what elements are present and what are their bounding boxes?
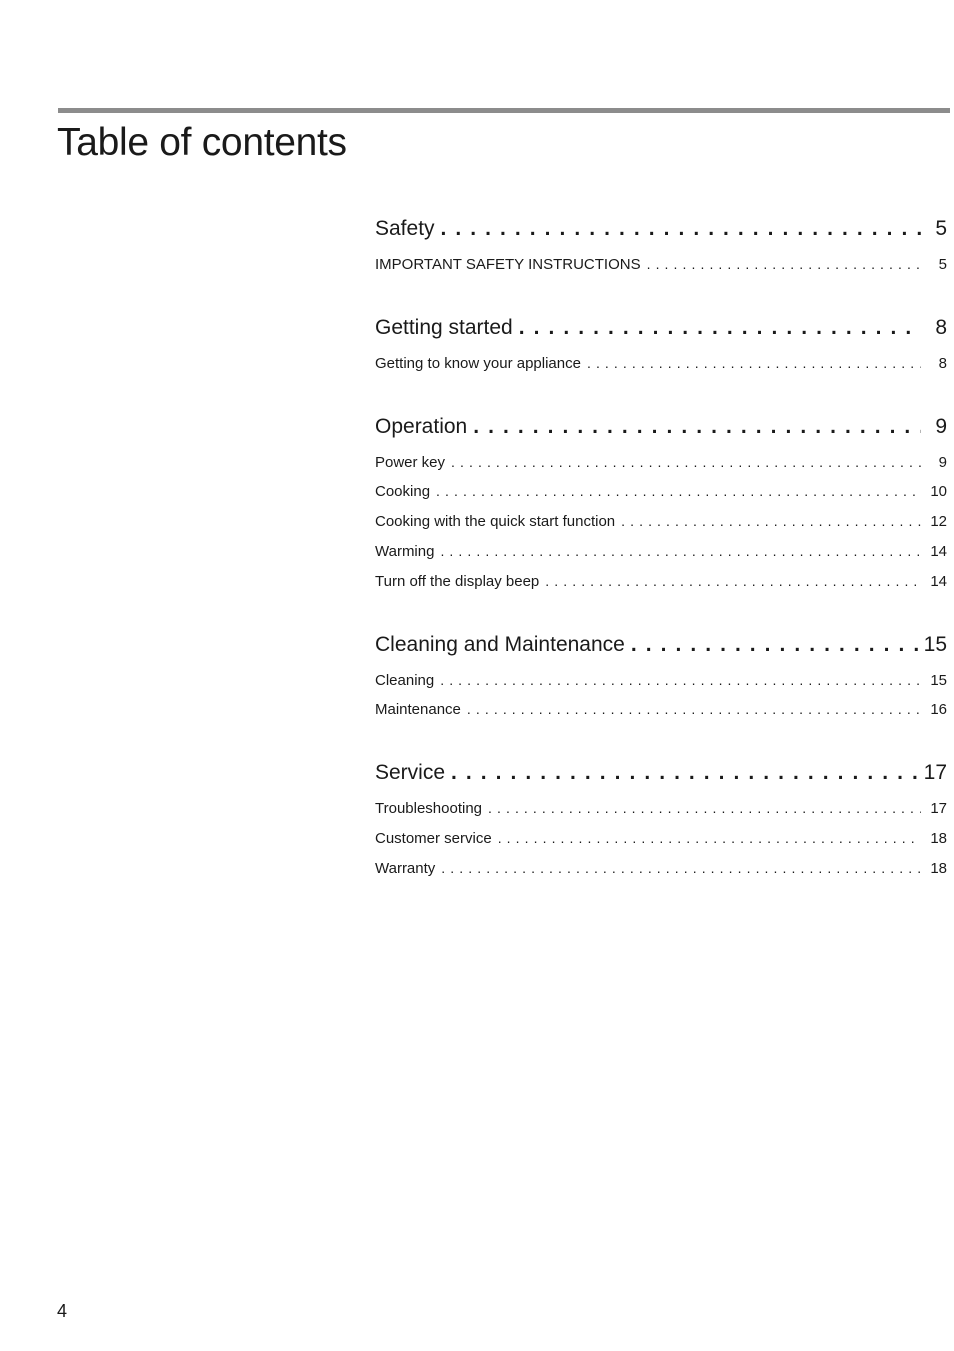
- toc-entry-page: 8: [938, 354, 947, 372]
- toc-leader-dots: [587, 348, 921, 378]
- toc-entry[interactable]: [375, 447, 947, 477]
- toc-heading-label: Getting started: [375, 315, 513, 339]
- title-rule: [58, 108, 950, 113]
- toc-leader-dots: [519, 311, 921, 345]
- page-title: Table of contents: [57, 121, 347, 164]
- toc-entry-label: Cooking: [375, 483, 431, 501]
- toc-entry[interactable]: [375, 665, 947, 695]
- toc-heading-page: 8: [935, 315, 947, 339]
- toc-entry[interactable]: [375, 793, 947, 823]
- toc-leader-dots: [488, 793, 921, 823]
- toc-heading-label: Operation: [375, 414, 468, 438]
- toc-leader-dots: [621, 506, 921, 536]
- toc-entry-page: 10: [930, 483, 947, 501]
- toc-section-getting-started: [375, 311, 947, 378]
- toc-leader-dots: [436, 476, 921, 506]
- toc-heading[interactable]: [375, 212, 947, 246]
- toc-entry-page: 14: [930, 542, 947, 560]
- toc-leader-dots: [440, 536, 921, 566]
- toc-entry-page: 18: [930, 859, 947, 877]
- toc-heading-label: Cleaning and Maintenance: [375, 632, 625, 656]
- toc-heading-label: Service: [375, 761, 446, 785]
- toc-entry[interactable]: [375, 566, 947, 596]
- toc-leader-dots: [473, 410, 921, 444]
- toc-entry-page: 16: [930, 701, 947, 719]
- toc-heading[interactable]: [375, 311, 947, 345]
- toc-entry-label: IMPORTANT SAFETY INSTRUCTIONS: [375, 256, 641, 273]
- toc-heading[interactable]: [375, 410, 947, 444]
- toc-entry[interactable]: [375, 348, 947, 378]
- table-of-contents: [375, 212, 947, 883]
- toc-leader-dots: [545, 566, 921, 596]
- toc-entry[interactable]: [375, 476, 947, 506]
- toc-entry[interactable]: [375, 506, 947, 536]
- toc-entry-page: 12: [930, 513, 947, 531]
- toc-entry-label: Cooking with the quick start function: [375, 513, 616, 531]
- toc-entry[interactable]: [375, 536, 947, 566]
- toc-entry[interactable]: [375, 823, 947, 853]
- toc-entry-page: 18: [930, 829, 947, 847]
- toc-leader-dots: [441, 853, 921, 883]
- toc-entry-label: Warranty: [375, 859, 436, 877]
- toc-entry-page: 17: [930, 800, 947, 818]
- toc-leader-dots: [467, 694, 921, 724]
- toc-entry-label: Getting to know your appliance: [375, 354, 581, 372]
- toc-section-cleaning-maintenance: [375, 628, 947, 725]
- toc-entry-label: Cleaning: [375, 671, 435, 689]
- toc-leader-dots: [498, 823, 921, 853]
- toc-leader-dots: [440, 665, 921, 695]
- toc-section-service: [375, 756, 947, 882]
- toc-heading-page: 9: [935, 414, 947, 438]
- toc-entry-label: Warming: [375, 542, 435, 560]
- toc-entry-page: 15: [930, 671, 947, 689]
- toc-leader-dots: [631, 628, 920, 662]
- toc-entry-page: 5: [938, 256, 947, 273]
- toc-section-operation: [375, 410, 947, 596]
- toc-leader-dots: [647, 249, 921, 279]
- page-number: 4: [57, 1301, 68, 1321]
- toc-entry-label: Troubleshooting: [375, 800, 483, 818]
- toc-entry-page: 9: [938, 453, 947, 471]
- toc-entry[interactable]: [375, 694, 947, 724]
- toc-heading-page: 15: [923, 632, 947, 656]
- toc-entry-page: 14: [930, 572, 947, 590]
- toc-heading-page: 17: [923, 761, 947, 785]
- toc-section-safety: [375, 212, 947, 279]
- toc-entry-label: Customer service: [375, 829, 492, 847]
- toc-leader-dots: [451, 756, 920, 790]
- toc-entry-label: Turn off the display beep: [375, 572, 540, 590]
- toc-leader-dots: [451, 447, 921, 477]
- toc-entry-label: Power key: [375, 453, 446, 471]
- toc-entry-label: Maintenance: [375, 701, 461, 719]
- toc-entry[interactable]: [375, 853, 947, 883]
- toc-heading-page: 5: [935, 217, 947, 240]
- toc-heading-label: Safety: [375, 217, 435, 240]
- toc-leader-dots: [441, 212, 921, 246]
- toc-heading[interactable]: [375, 756, 947, 790]
- toc-heading[interactable]: [375, 628, 947, 662]
- toc-entry[interactable]: [375, 249, 947, 279]
